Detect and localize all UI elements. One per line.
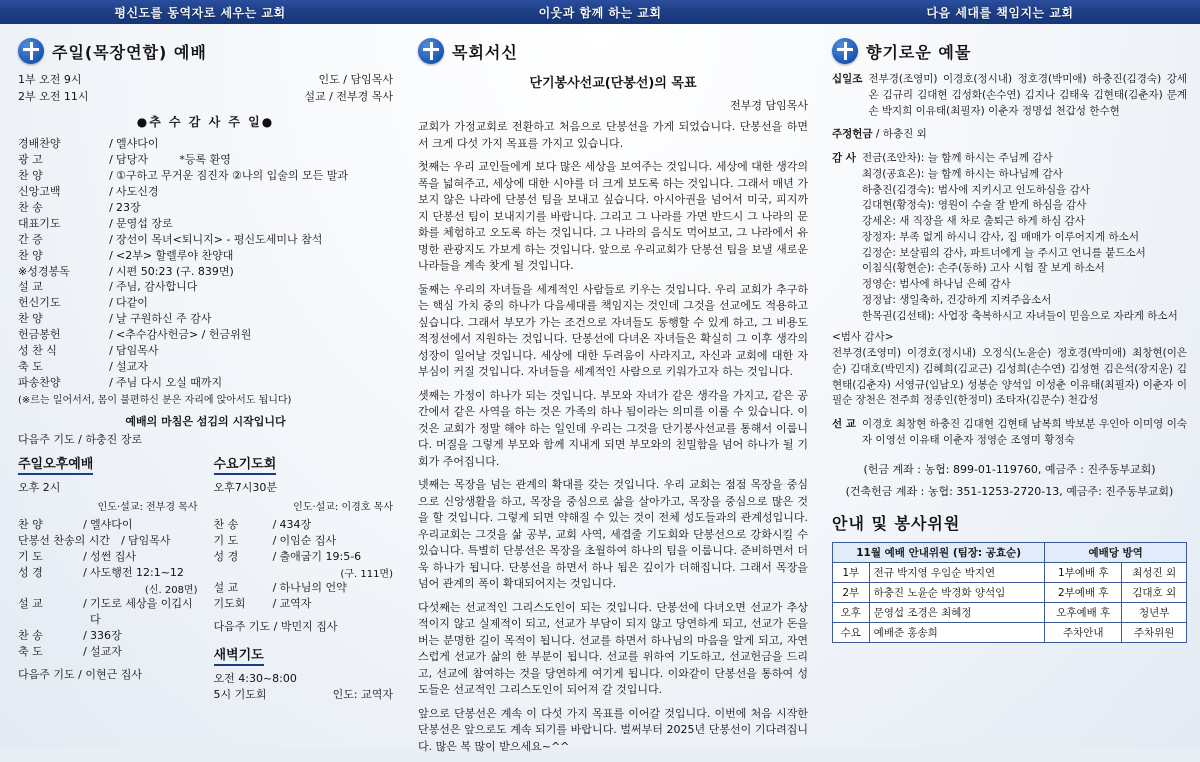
afternoon-item-sep: / — [121, 533, 125, 547]
wednesday-service-title: 수요기도회 — [214, 453, 277, 475]
afternoon-service — [18, 453, 198, 702]
pastoral-paragraph: 다섯째는 선교적인 그리스도인이 되는 것입니다. 단봉선에 다녀오면 선교가 추상적이지 않고 실제적이 되고, 선교가 부담이 되지 않고 당연하게 되고, 선교가 돈을 버는 분명한 길이 목적이 됩니다. 선교를 하면서 하나님의 마음을 알게 되고, 자연스럽게 선교가 삶의 한 부분이 됩니다. 선교를 위하여 기도하고, 선교헌금을 드리고, 선교에 참여하는 것을 당연하게 여기게 됩니다. 이와같이 단봉선을 통하여 성도들은 선교적인 그리스도인이 되어져 갈 것입니다. — [418, 600, 808, 696]
banner-slogan-3: 다음 세대를 책임지는 교회 — [926, 5, 1074, 20]
order-item-value: ①구하고 무거운 짐진자 ②나의 입술의 모든 말과 — [116, 168, 348, 182]
order-item-label: 성 찬 식 — [18, 344, 57, 358]
offerings-title: 향기로운 예물 — [866, 42, 972, 62]
order-item-label: 신앙고백 — [18, 184, 61, 198]
thanksgiving-list — [862, 151, 1187, 324]
wednesday-item-label: 기도회 — [213, 596, 246, 610]
order-item-sep: / — [109, 360, 113, 374]
offerings-header — [832, 38, 1187, 64]
order-item — [18, 200, 393, 216]
order-item-label: 찬 송 — [18, 200, 43, 214]
afternoon-item-label: 찬 송 — [18, 628, 43, 642]
afternoon-order-item — [18, 549, 198, 565]
pastoral-paragraph: 넷째는 목장을 넘는 관계의 확대를 갖는 것입니다. 우리 교회는 점점 목장을 중심으로 신앙생활을 하고, 목장을 중심으로 삶을 살아가고, 목장을 중심으로 많은 것을 할 것입니다. 그렇게 되면 약해질 수 있는 것이 전체 성도들과의 관계성입니다. 우리교회는 그것을 삶 공부, 교회 사역, 세겹줄 기도회와 단봉선으로 강화시킬 수 있습니다. 특별히 단봉선은 목장을 초월하여 하나의 팀을 이룹니다. 준비하면서 더욱 하나가 됩니다. 단봉선을 하면서 하나 됨은 깊이가 더해집니다. 그래서 목장을 넘어 관계의 폭이 확대되어지는 것입니다. — [418, 478, 808, 590]
wednesday-order-item — [214, 580, 394, 596]
dawn-prayer-time: 오전 4:30~8:00 — [213, 671, 297, 685]
pastoral-paragraph: 둘째는 우리의 자녀들을 세계적인 사람들로 키우는 것입니다. 우리 교회가 추구하는 핵심 가치 중의 하나가 다음세대를 책임지는 것인데 그것을 선교에도 적용하고 싶습니다. 그래서 부모가 가는 조건으로 자녀들도 동행할 수 있게 하고, 그 비용도 적정선에서 지원하는 것입니다. 단봉선에 다녀온 자녀들은 확실히 그 이후 생각의 성장이 일어날 것입니다. 세상에 대한 두려움이 사라지고, 자신과 교회에 대한 자부심이 커질 것입니다. 자녀들을 세계적인 사람으로 키워가고자 하는 것입니다. — [418, 282, 808, 378]
table-cell-names: 예배준 홍송희 — [869, 622, 1045, 642]
wednesday-leader: 인도·설교: 이경호 목사 — [293, 502, 393, 513]
table-cell-timing: 2부예배 후 — [1045, 582, 1122, 602]
thanksgiving-item: 하충진(김경숙): 범사에 지키시고 인도하심을 감사 — [861, 183, 1090, 196]
order-item-label: 찬 양 — [18, 312, 43, 326]
afternoon-item-value: 사도행전 12:1~12 — [90, 565, 184, 579]
wednesday-order-item — [214, 596, 394, 612]
wednesday-item-value: 이임순 집사 — [279, 533, 337, 547]
order-item-sep: / — [109, 232, 113, 246]
wednesday-item-sep: / — [272, 533, 277, 547]
afternoon-scripture-page: (신. 208면) — [144, 584, 198, 596]
order-item-value: <추수감사헌금> / 헌금위원 — [116, 328, 252, 342]
order-item-label: 광 고 — [18, 152, 43, 166]
afternoon-item-label: 성 경 — [18, 565, 43, 579]
table-row — [833, 582, 1187, 602]
service-time-2: 2부 오전 11시 — [18, 89, 89, 103]
table-cell-service: 오후 — [833, 602, 870, 622]
table-cell-extra: 김대호 외 — [1122, 582, 1187, 602]
afternoon-item-label: 축 도 — [18, 644, 43, 658]
general-offering-names: 이경호 최창현 하충진 김대현 김현태 남복희 박보분 우인아 이미영 이숙자 이영선 이유태 이춘자 정영순 조영미 황정숙 — [861, 418, 1187, 446]
weekly-offering-block: 주정헌금 / 하충진 외 — [832, 128, 927, 141]
table-cell-timing: 오후예배 후 — [1045, 602, 1122, 622]
table-cell-service: 1부 — [833, 562, 870, 582]
pastoral-paragraph: 첫째는 우리 교인들에게 보다 많은 세상을 보여주는 것입니다. 세상에 대한 생각의 폭을 넓혀주고, 세상에 대한 시야를 더 크게 보도록 하는 것입니다. 그래서 매년 가보지 않은 나라에 단봉선 팀을 보내고 싶습니다. 아시아권을 넘어서 미국, 피지까지 단봉선 팀이 보내지기를 바랍니다. 그리고 그 나라를 가면 반드시 그 나라의 문화를 체험하고 오도록 하는 것입니다. 그 나라의 음식도 먹어보고, 그 나라에서 유명한 관광지도 가보게 하는 것입니다. 앞으로 우리교회가 단봉선 팀을 보낼 새로운 나라들을 계속 찾게 될 것입니다. — [418, 160, 808, 272]
column-sunday-service — [18, 24, 393, 702]
afternoon-item-label: 기 도 — [18, 549, 43, 563]
dawn-prayer-title: 새벽기도 — [214, 644, 264, 666]
order-item-value: 담임목사 — [116, 344, 159, 358]
wednesday-item-sep: / — [272, 518, 277, 531]
afternoon-and-wednesday-block — [18, 453, 393, 702]
wednesday-order-item — [214, 533, 394, 549]
afternoon-service-time: 오후 2시 — [18, 481, 61, 494]
afternoon-item-value: 설교자 — [90, 644, 122, 658]
order-item-value — [116, 152, 393, 168]
order-item-value: 날 구원하신 주 감사 — [116, 312, 212, 326]
afternoon-item-label: 찬 양 — [18, 518, 43, 531]
wednesday-scripture-page: (구. 111면) — [340, 568, 393, 580]
wednesday-item-label: 설 교 — [213, 580, 239, 594]
table-header-cell-left: 11월 예배 안내위원 (팀장: 공효순) — [833, 542, 1045, 562]
order-item-sep: / — [109, 248, 113, 262]
top-banner — [0, 0, 1200, 24]
table-cell-extra: 청년부 — [1122, 602, 1187, 622]
weekly-offering-label: 주정헌금 — [832, 128, 873, 141]
weekly-offering-names: 하충진 외 — [882, 128, 927, 141]
thanksgiving-item: 김대현(황정숙): 영원이 수술 잘 받게 하심을 감사 — [861, 199, 1087, 212]
order-item-label: 경배찬양 — [18, 137, 61, 150]
order-item-label: 간 증 — [18, 232, 43, 246]
order-item — [18, 248, 393, 264]
committee-table — [832, 542, 1187, 643]
afternoon-item-value: 성썬 집사 — [90, 549, 137, 563]
offering-account-1: (헌금 계좌 : 농협: 899-01-119760, 예금주 : 진주동부교회) — [863, 462, 1156, 476]
order-item-label: ※성경봉독 — [18, 264, 70, 278]
order-item-value: 다같이 — [116, 296, 148, 310]
order-item — [18, 184, 393, 200]
thanksgiving-item: 장정자: 부족 없게 하시니 감사, 집 매매가 이루어지게 하소서 — [861, 230, 1139, 243]
wednesday-item-sep: / — [272, 549, 277, 563]
afternoon-item-sep: / — [83, 596, 87, 610]
order-of-worship-title: ●추 수 감 사 주 일● — [136, 115, 275, 129]
service-role-2: 설교 — [304, 89, 326, 103]
order-item-label: 축 도 — [18, 360, 43, 374]
afternoon-item-sep: / — [83, 565, 87, 579]
afternoon-item-value: 기도로 세상을 이깁시다 — [90, 596, 193, 626]
afternoon-next-prayer: 다음주 기도 / 이현근 집사 — [18, 667, 142, 681]
order-item-value: 사도신경 — [116, 184, 159, 198]
table-cell-extra: 주차위원 — [1122, 622, 1187, 642]
table-cell-names: 하충진 노윤순 박경화 양석임 — [869, 582, 1045, 602]
order-item — [18, 136, 393, 152]
order-item-sep: / — [109, 137, 113, 150]
cross-logo-icon — [418, 38, 444, 64]
wednesday-next-prayer: 다음주 기도 / 박민지 집사 — [213, 619, 338, 633]
order-item-sep: / — [109, 280, 113, 294]
afternoon-item-value: 엘샤다이 — [90, 518, 133, 531]
order-item-label: 설 교 — [18, 280, 43, 294]
offering-account-2: (건축헌금 계좌 : 농협: 351-1253-2720-13, 예금주: 진주동부교회) — [845, 484, 1174, 498]
service-time-row-2: 2부 오전 11시 설교 / 전부경 목사 — [18, 89, 393, 106]
order-item — [18, 327, 393, 343]
table-row — [833, 602, 1187, 622]
dawn-prayer-row — [214, 686, 394, 702]
afternoon-order-item — [18, 596, 198, 628]
order-item — [18, 168, 393, 184]
wednesday-item-value: 하나님의 언약 — [279, 580, 347, 594]
order-item-value: 주님 다시 오실 때까지 — [116, 376, 223, 390]
order-item — [18, 264, 393, 280]
mission-offering-names: 전부경(조영미) 이경호(정시내) 오정식(노윤순) 정호경(박미애) 최창현(이은순) 김대호(박민지) 김혜희(김교근) 김성희(손수연) 김성현 김은석(장지운) 김현태(김춘자) 서영규(임남오) 성봉순 양석임 이성춘 이유태(최필자) 이춘자 이필순 장천은 전주희 정종인(한정미) 조타자(김문수) 천갑성 — [832, 347, 1187, 407]
column-pastoral-letter — [418, 24, 808, 762]
afternoon-order-item — [18, 533, 198, 549]
order-item-sep: / — [109, 312, 113, 326]
table-header-cell-right: 예배당 방역 — [1045, 542, 1187, 562]
afternoon-order-item — [18, 517, 198, 533]
tithe-names: 전부경(조영미) 이경호(정시내) 정호경(박미애) 하충진(김경숙) 강세온 김규리 김대현 김성화(손수연) 김지나 김태욱 김현태(김춘자) 문계손 박지희 이유태(최필자) 이춘자 정명섭 천갑성 한수현 — [868, 73, 1187, 117]
order-item-label: 찬 양 — [18, 248, 43, 262]
afternoon-order-item — [18, 644, 198, 660]
table-row — [833, 622, 1187, 642]
table-cell-service: 2부 — [833, 582, 870, 602]
order-item-sep: / — [109, 184, 113, 198]
cross-logo-icon — [18, 38, 44, 64]
order-item-sep: / — [109, 328, 113, 342]
order-item — [18, 343, 393, 359]
order-item-sep: / — [109, 344, 113, 358]
order-item-sep: / — [109, 264, 113, 278]
order-item-label: 파송찬양 — [18, 376, 61, 390]
table-cell-timing: 1부예배 후 — [1045, 562, 1122, 582]
wednesday-order-item — [214, 549, 394, 565]
order-item-value: 문영섭 장로 — [116, 216, 173, 230]
next-week-prayer: 다음주 기도 / 하충진 장로 — [18, 433, 142, 446]
order-item-sep: / — [109, 296, 113, 310]
afternoon-item-value: 담임목사 — [128, 533, 171, 547]
sunday-service-title: 주일(목장연합) 예배 — [52, 42, 207, 62]
order-item-label: 찬 양 — [18, 168, 43, 182]
order-item-sep: / — [109, 376, 113, 390]
order-item — [18, 152, 393, 168]
table-cell-timing: 주차안내 — [1045, 622, 1122, 642]
committee-header — [832, 511, 1187, 534]
order-footnote: (※르는 일어서서, 몸이 불편하신 분은 자리에 앉아서도 됩니다) — [18, 395, 292, 406]
order-item — [18, 295, 393, 311]
thanksgiving-label: 감 사 — [832, 152, 856, 164]
service-role-1: 인도 — [318, 73, 340, 86]
pastoral-letter-header — [418, 38, 808, 64]
afternoon-leader: 인도·설교: 전부경 목사 — [97, 502, 198, 513]
order-item-value: 장선이 목녀<퇴니지> - 평신도세미나 참석 — [116, 232, 323, 246]
thanksgiving-item: 강세온: 새 직장을 새 차로 출퇴근 하게 하심 감사 — [861, 215, 1085, 227]
order-item-label: 헌금봉헌 — [18, 328, 61, 342]
wednesday-item-value: 434장 — [279, 518, 312, 531]
pastoral-letter-byline: 전부경 담임목사 — [730, 99, 808, 112]
tithe-label: 십일조 — [832, 73, 863, 85]
order-item-extra: *등록 환영 — [179, 152, 231, 166]
order-item — [18, 216, 393, 232]
afternoon-item-sep: / — [83, 518, 87, 531]
afternoon-order-item — [18, 565, 198, 581]
thanksgiving-item: 김정순: 보살핌의 감사, 파트너에게 늘 주시고 언니를 붙드소서 — [861, 246, 1146, 259]
pastoral-paragraph: 앞으로 단봉선은 계속 이 다섯 가지 목표를 이어갈 것입니다. 이번에 처음 시작한 단봉선은 앞으로도 계속 되기를 바랍니다. 벌써부터 2025년 단봉선이 기다려집니다. 많은 복 많이 받으세요~^^ — [418, 706, 808, 753]
order-item-value: 시편 50:23 (구. 839면) — [116, 264, 234, 278]
wednesday-item-value: 출애굽기 19:5-6 — [279, 549, 362, 563]
banner-slogan-2: 이웃과 함께 하는 교회 — [538, 5, 662, 20]
order-item-value: <2부> 할렐루야 찬양대 — [116, 248, 234, 262]
wednesday-item-value: 교역자 — [279, 596, 312, 610]
service-time-row-1: 1부 오전 9시 인도 / 담임목사 — [18, 72, 393, 89]
table-row — [833, 562, 1187, 582]
afternoon-item-label: 설 교 — [18, 596, 43, 610]
order-item-value: 23장 — [116, 200, 141, 214]
pastoral-letter-title: 목회서신 — [452, 42, 518, 62]
wednesday-service — [214, 453, 394, 702]
afternoon-item-sep: / — [83, 549, 87, 563]
wednesday-service-time: 오후7시30분 — [213, 481, 277, 494]
order-item-label: 헌신기도 — [18, 296, 61, 310]
wednesday-item-sep: / — [272, 596, 277, 610]
afternoon-order-item — [18, 628, 198, 644]
order-item-sep: / — [109, 168, 113, 182]
service-time-1: 1부 오전 9시 — [18, 73, 82, 86]
pastoral-letter-headline: 단기봉사선교(단봉선)의 목표 — [529, 76, 697, 91]
table-cell-extra: 최성진 외 — [1122, 562, 1187, 582]
thanksgiving-item: 이침식(황현순): 손주(동하) 고사 시험 잘 보게 하소서 — [861, 262, 1105, 275]
thanksgiving-item: 전금(조안차): 늘 함께 하시는 주님께 감사 — [861, 152, 1053, 164]
general-offering-block — [832, 417, 1187, 449]
order-item — [18, 232, 393, 248]
order-item-label: 대표기도 — [18, 216, 61, 230]
table-cell-names: 전규 박지영 우임순 박지연 — [869, 562, 1045, 582]
table-cell-service: 수요 — [833, 622, 870, 642]
afternoon-item-sep: / — [83, 628, 87, 642]
wednesday-item-label: 기 도 — [213, 533, 239, 547]
order-item-value: 주님, 감사합니다 — [116, 280, 198, 294]
thanksgiving-block — [832, 151, 1187, 324]
pastoral-paragraph: 셋째는 가정이 하나가 되는 것입니다. 부모와 자녀가 같은 생각을 가지고, 같은 공간에서 같은 사역을 하는 것은 가족의 하나 됨이라는 의미를 이룰 수 있습니다. 이것은 교회가 정말 해야 하는 일인데 우리는 그것을 단기봉사선교를 통해서 이룹니다. 머질을 그렇게 부모와 함께 지내게 되면 부모와의 친밀함을 넘어 하나가 될 기회가 주어집니다. — [418, 388, 808, 468]
table-header-row — [833, 542, 1187, 562]
pastoral-paragraph: 교회가 가정교회로 전환하고 처음으로 단봉선을 가게 되었습니다. 단봉선을 하면서 크게 다섯 가지 목표를 가지고 있습니다. — [418, 120, 808, 150]
worship-motto: 예배의 마침은 섬김의 시작입니다 — [125, 415, 286, 428]
cross-logo-icon — [832, 38, 858, 64]
thanksgiving-item: 한목권(김선태): 사업장 축복하시고 자녀들이 믿음으로 자라게 하소서 — [861, 309, 1178, 322]
wednesday-item-label: 찬 송 — [213, 518, 239, 531]
mission-offering-label: <범사 감사> — [832, 331, 894, 344]
tithe-block — [832, 72, 1187, 119]
afternoon-item-sep: / — [83, 644, 87, 658]
sunday-service-header — [18, 38, 393, 64]
wednesday-order-item — [214, 517, 394, 533]
order-item-value: 설교자 — [116, 360, 148, 374]
order-item-person: 담당자 — [116, 152, 148, 166]
column-offerings — [832, 24, 1187, 643]
wednesday-item-label: 성 경 — [213, 549, 239, 563]
order-of-worship-list — [18, 136, 393, 391]
dawn-prayer-meeting: 5시 기도회 — [213, 687, 267, 701]
order-item-sep: / — [109, 152, 113, 166]
afternoon-item-label: 단봉선 찬송의 시간 — [18, 533, 111, 547]
order-item — [18, 375, 393, 391]
bulletin-page — [0, 24, 1200, 753]
service-person-2: 전부경 목사 — [336, 89, 393, 103]
thanksgiving-item: 정정남: 생일축하, 건강하게 지켜주옵소서 — [861, 293, 1052, 306]
general-offering-label: 선 교 — [832, 418, 856, 430]
thanksgiving-item: 정영순: 범사에 하나님 은혜 감사 — [861, 278, 1011, 290]
order-item-sep: / — [109, 200, 113, 214]
order-item — [18, 311, 393, 327]
committee-title: 안내 및 봉사위원 — [832, 513, 961, 533]
order-item-sep: / — [109, 216, 113, 230]
afternoon-item-value: 336장 — [90, 628, 122, 642]
wednesday-item-sep: / — [272, 580, 277, 594]
thanksgiving-item: 최경(공효온): 늘 함께 하시는 하나님께 감사 — [861, 167, 1063, 180]
dawn-prayer-leader: 인도: 교역자 — [332, 687, 393, 701]
order-item — [18, 279, 393, 295]
table-cell-names: 문영섭 조경은 최혜정 — [869, 602, 1045, 622]
afternoon-service-title: 주일오후예배 — [18, 453, 93, 475]
banner-slogan-1: 평신도를 동역자로 세우는 교회 — [114, 5, 286, 20]
order-item — [18, 359, 393, 375]
service-person-1: 담임목사 — [350, 73, 393, 86]
order-item-value: 엘샤다이 — [116, 137, 159, 150]
